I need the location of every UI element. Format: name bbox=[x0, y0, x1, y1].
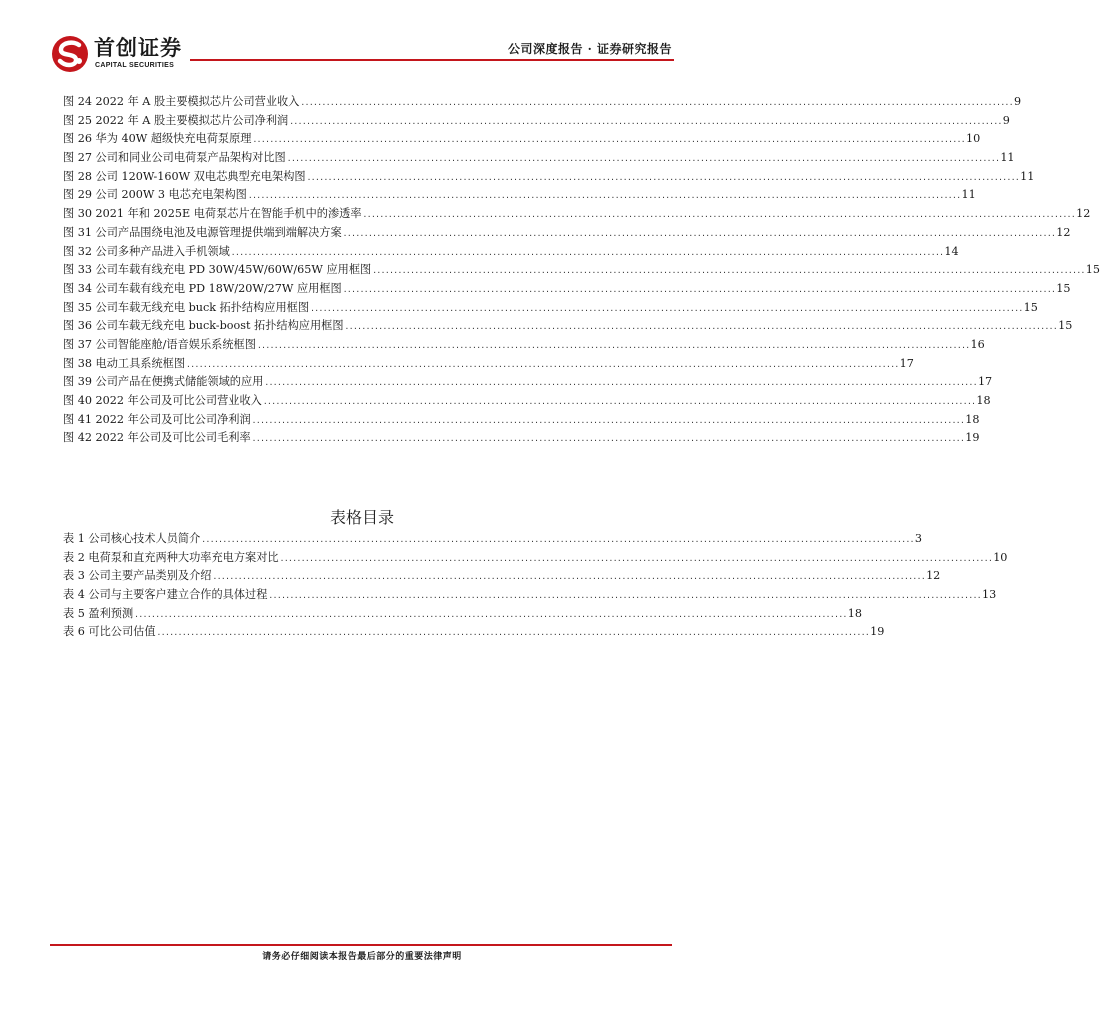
toc-entry-page: 15 bbox=[1085, 263, 1100, 277]
toc-entry-page: 17 bbox=[899, 356, 914, 370]
toc-entry-figure-42[interactable] bbox=[63, 429, 980, 448]
toc-entry-figure-32[interactable] bbox=[63, 243, 959, 262]
table-index-title: 表格目录 bbox=[329, 508, 394, 527]
capital-securities-logo-icon bbox=[50, 34, 90, 74]
toc-entry-page: 19 bbox=[870, 625, 885, 639]
toc-entry-figure-24[interactable] bbox=[63, 93, 1022, 112]
toc-entry-figure-25[interactable] bbox=[63, 112, 1010, 131]
toc-entry-table-1[interactable] bbox=[63, 530, 922, 549]
toc-entry-table-6[interactable] bbox=[63, 623, 885, 642]
toc-entry-figure-37[interactable] bbox=[63, 336, 985, 355]
dot-leader: ......................................................................................................................................................................... bbox=[134, 609, 847, 619]
dot-leader: ......................................................................................................................................................................... bbox=[212, 572, 926, 582]
toc-entry-label: 图 27 公司和同业公司电荷泵产品架构对比图 bbox=[63, 151, 286, 165]
toc-entry-table-4[interactable] bbox=[63, 586, 997, 605]
dot-leader: ......................................................................................................................................................................... bbox=[201, 535, 914, 544]
toc-entry-table-2[interactable] bbox=[63, 549, 1008, 568]
toc-entry-label: 表 1 公司核心技术人员简介 bbox=[63, 532, 201, 545]
toc-entry-label: 表 2 电荷泵和直充两种大功率充电方案对比 bbox=[63, 550, 279, 564]
toc-entry-figure-30[interactable] bbox=[63, 205, 1091, 224]
dot-leader: ......................................................................................................................................................................... bbox=[372, 266, 1085, 276]
toc-entry-label: 图 33 公司车载有线充电 PD 30W/45W/60W/65W 应用框图 bbox=[63, 263, 372, 277]
toc-entry-label: 图 40 2022 年公司及可比公司营业收入 bbox=[63, 394, 262, 407]
dot-leader: ......................................................................................................................................................................... bbox=[256, 340, 970, 350]
toc-entry-figure-27[interactable] bbox=[63, 149, 1015, 168]
toc-entry-label: 图 29 公司 200W 3 电芯充电架构图 bbox=[63, 188, 247, 202]
toc-entry-label: 图 38 电动工具系统框图 bbox=[63, 356, 186, 370]
toc-entry-page: 15 bbox=[1058, 319, 1073, 333]
toc-entry-page: 12 bbox=[1076, 207, 1091, 221]
toc-entry-figure-31[interactable] bbox=[63, 224, 1071, 243]
toc-entry-label: 图 39 公司产品在便携式储能领域的应用 bbox=[63, 375, 264, 389]
toc-entry-label: 图 35 公司车载无线充电 buck 拓扑结构应用框图 bbox=[63, 300, 310, 314]
toc-entry-figure-28[interactable] bbox=[63, 168, 1035, 187]
toc-entry-figure-26[interactable] bbox=[63, 130, 981, 149]
dot-leader: ......................................................................................................................................................................... bbox=[289, 116, 1002, 126]
header-divider bbox=[190, 59, 674, 61]
dot-leader: ......................................................................................................................................................................... bbox=[262, 397, 976, 406]
toc-entry-table-5[interactable] bbox=[63, 605, 862, 624]
toc-entry-page: 11 bbox=[961, 188, 976, 202]
toc-entry-label: 图 36 公司车载无线充电 buck-boost 拓扑结构应用框图 bbox=[63, 319, 344, 333]
toc-entry-table-3[interactable] bbox=[63, 567, 941, 586]
toc-entry-figure-33[interactable] bbox=[63, 261, 1100, 280]
toc-entry-page: 15 bbox=[1023, 300, 1038, 314]
dot-leader: ......................................................................................................................................................................... bbox=[264, 378, 977, 388]
dot-leader: ......................................................................................................................................................................... bbox=[268, 591, 981, 601]
toc-entry-label: 图 34 公司车载有线充电 PD 18W/20W/27W 应用框图 bbox=[63, 281, 342, 295]
toc-entry-label: 表 6 可比公司估值 bbox=[63, 625, 156, 639]
toc-entry-label: 表 3 公司主要产品类别及介绍 bbox=[63, 569, 212, 583]
toc-entry-label: 图 28 公司 120W-160W 双电芯典型充电架构图 bbox=[63, 169, 306, 183]
dot-leader: ......................................................................................................................................................................... bbox=[251, 415, 965, 425]
dot-leader: ......................................................................................................................................................................... bbox=[300, 98, 1013, 107]
toc-entry-label: 图 26 华为 40W 超级快充电荷泵原理 bbox=[63, 132, 252, 146]
dot-leader: ......................................................................................................................................................................... bbox=[279, 553, 993, 563]
toc-entry-figure-36[interactable] bbox=[63, 317, 1073, 336]
toc-entry-figure-29[interactable] bbox=[63, 186, 976, 205]
report-type-label: 公司深度报告 · 证券研究报告 bbox=[507, 42, 672, 56]
brand-name-chinese: 首创证券 bbox=[94, 36, 182, 60]
dot-leader: ......................................................................................................................................................................... bbox=[344, 322, 1058, 332]
toc-entry-page: 3 bbox=[914, 532, 922, 545]
page-header bbox=[0, 0, 724, 70]
toc-entry-page: 12 bbox=[926, 569, 941, 583]
dot-leader: ......................................................................................................................................................................... bbox=[156, 628, 870, 638]
toc-entry-page: 16 bbox=[970, 337, 985, 351]
dot-leader: ......................................................................................................................................................................... bbox=[362, 210, 1076, 220]
toc-entry-figure-34[interactable] bbox=[63, 280, 1071, 299]
toc-entry-page: 17 bbox=[977, 375, 993, 389]
dot-leader: ......................................................................................................................................................................... bbox=[251, 434, 965, 444]
toc-entry-label: 图 37 公司智能座舱/语音娱乐系统框图 bbox=[63, 337, 256, 351]
brand-name-english: CAPITAL SECURITIES bbox=[95, 62, 175, 69]
toc-entry-page: 18 bbox=[965, 412, 980, 426]
dot-leader: ......................................................................................................................................................................... bbox=[342, 228, 1056, 238]
toc-entry-figure-40[interactable] bbox=[63, 392, 991, 411]
toc-entry-page: 10 bbox=[993, 550, 1008, 564]
table-index-list bbox=[63, 530, 1008, 642]
toc-entry-label: 图 24 2022 年 A 股主要模拟芯片公司营业收入 bbox=[63, 95, 300, 108]
toc-entry-label: 图 30 2021 年和 2025E 电荷泵芯片在智能手机中的渗透率 bbox=[63, 207, 362, 221]
footer-disclaimer: 请务必仔细阅读本报告最后部分的重要法律声明 bbox=[262, 952, 462, 962]
dot-leader: ......................................................................................................................................................................... bbox=[342, 284, 1056, 294]
toc-entry-page: 15 bbox=[1056, 281, 1071, 295]
footer-divider bbox=[50, 944, 672, 946]
toc-entry-figure-38[interactable] bbox=[63, 355, 914, 374]
toc-entry-figure-41[interactable] bbox=[63, 411, 980, 430]
toc-entry-label: 表 4 公司与主要客户建立合作的具体过程 bbox=[63, 588, 268, 602]
toc-entry-label: 图 25 2022 年 A 股主要模拟芯片公司净利润 bbox=[63, 113, 289, 127]
toc-entry-page: 18 bbox=[976, 394, 991, 407]
toc-entry-label: 图 42 2022 年公司及可比公司毛利率 bbox=[63, 431, 251, 445]
toc-entry-page: 14 bbox=[944, 244, 959, 258]
toc-entry-label: 图 41 2022 年公司及可比公司净利润 bbox=[63, 412, 251, 426]
toc-entry-page: 12 bbox=[1056, 225, 1071, 239]
toc-entry-page: 11 bbox=[1000, 151, 1015, 165]
dot-leader: ......................................................................................................................................................................... bbox=[286, 154, 1000, 164]
toc-entry-figure-39[interactable] bbox=[63, 373, 993, 392]
toc-entry-label: 表 5 盈利预测 bbox=[63, 606, 134, 620]
toc-entry-page: 10 bbox=[966, 132, 981, 146]
toc-entry-page: 18 bbox=[847, 606, 862, 620]
toc-entry-page: 9 bbox=[1013, 95, 1022, 108]
toc-entry-page: 19 bbox=[965, 431, 980, 445]
toc-entry-page: 9 bbox=[1002, 113, 1010, 127]
toc-entry-label: 图 32 公司多种产品进入手机领域 bbox=[63, 244, 230, 258]
dot-leader: ......................................................................................................................................................................... bbox=[306, 172, 1020, 182]
toc-entry-page: 11 bbox=[1020, 169, 1035, 183]
dot-leader: ......................................................................................................................................................................... bbox=[252, 135, 966, 145]
dot-leader: ......................................................................................................................................................................... bbox=[186, 359, 899, 369]
dot-leader: ......................................................................................................................................................................... bbox=[230, 247, 944, 257]
toc-entry-figure-35[interactable] bbox=[63, 299, 1038, 318]
toc-entry-label: 图 31 公司产品围绕电池及电源管理提供端到端解决方案 bbox=[63, 225, 342, 239]
toc-entry-page: 13 bbox=[982, 588, 997, 602]
dot-leader: ......................................................................................................................................................................... bbox=[247, 191, 961, 201]
dot-leader: ......................................................................................................................................................................... bbox=[310, 303, 1023, 313]
figure-index-list bbox=[63, 93, 1100, 448]
